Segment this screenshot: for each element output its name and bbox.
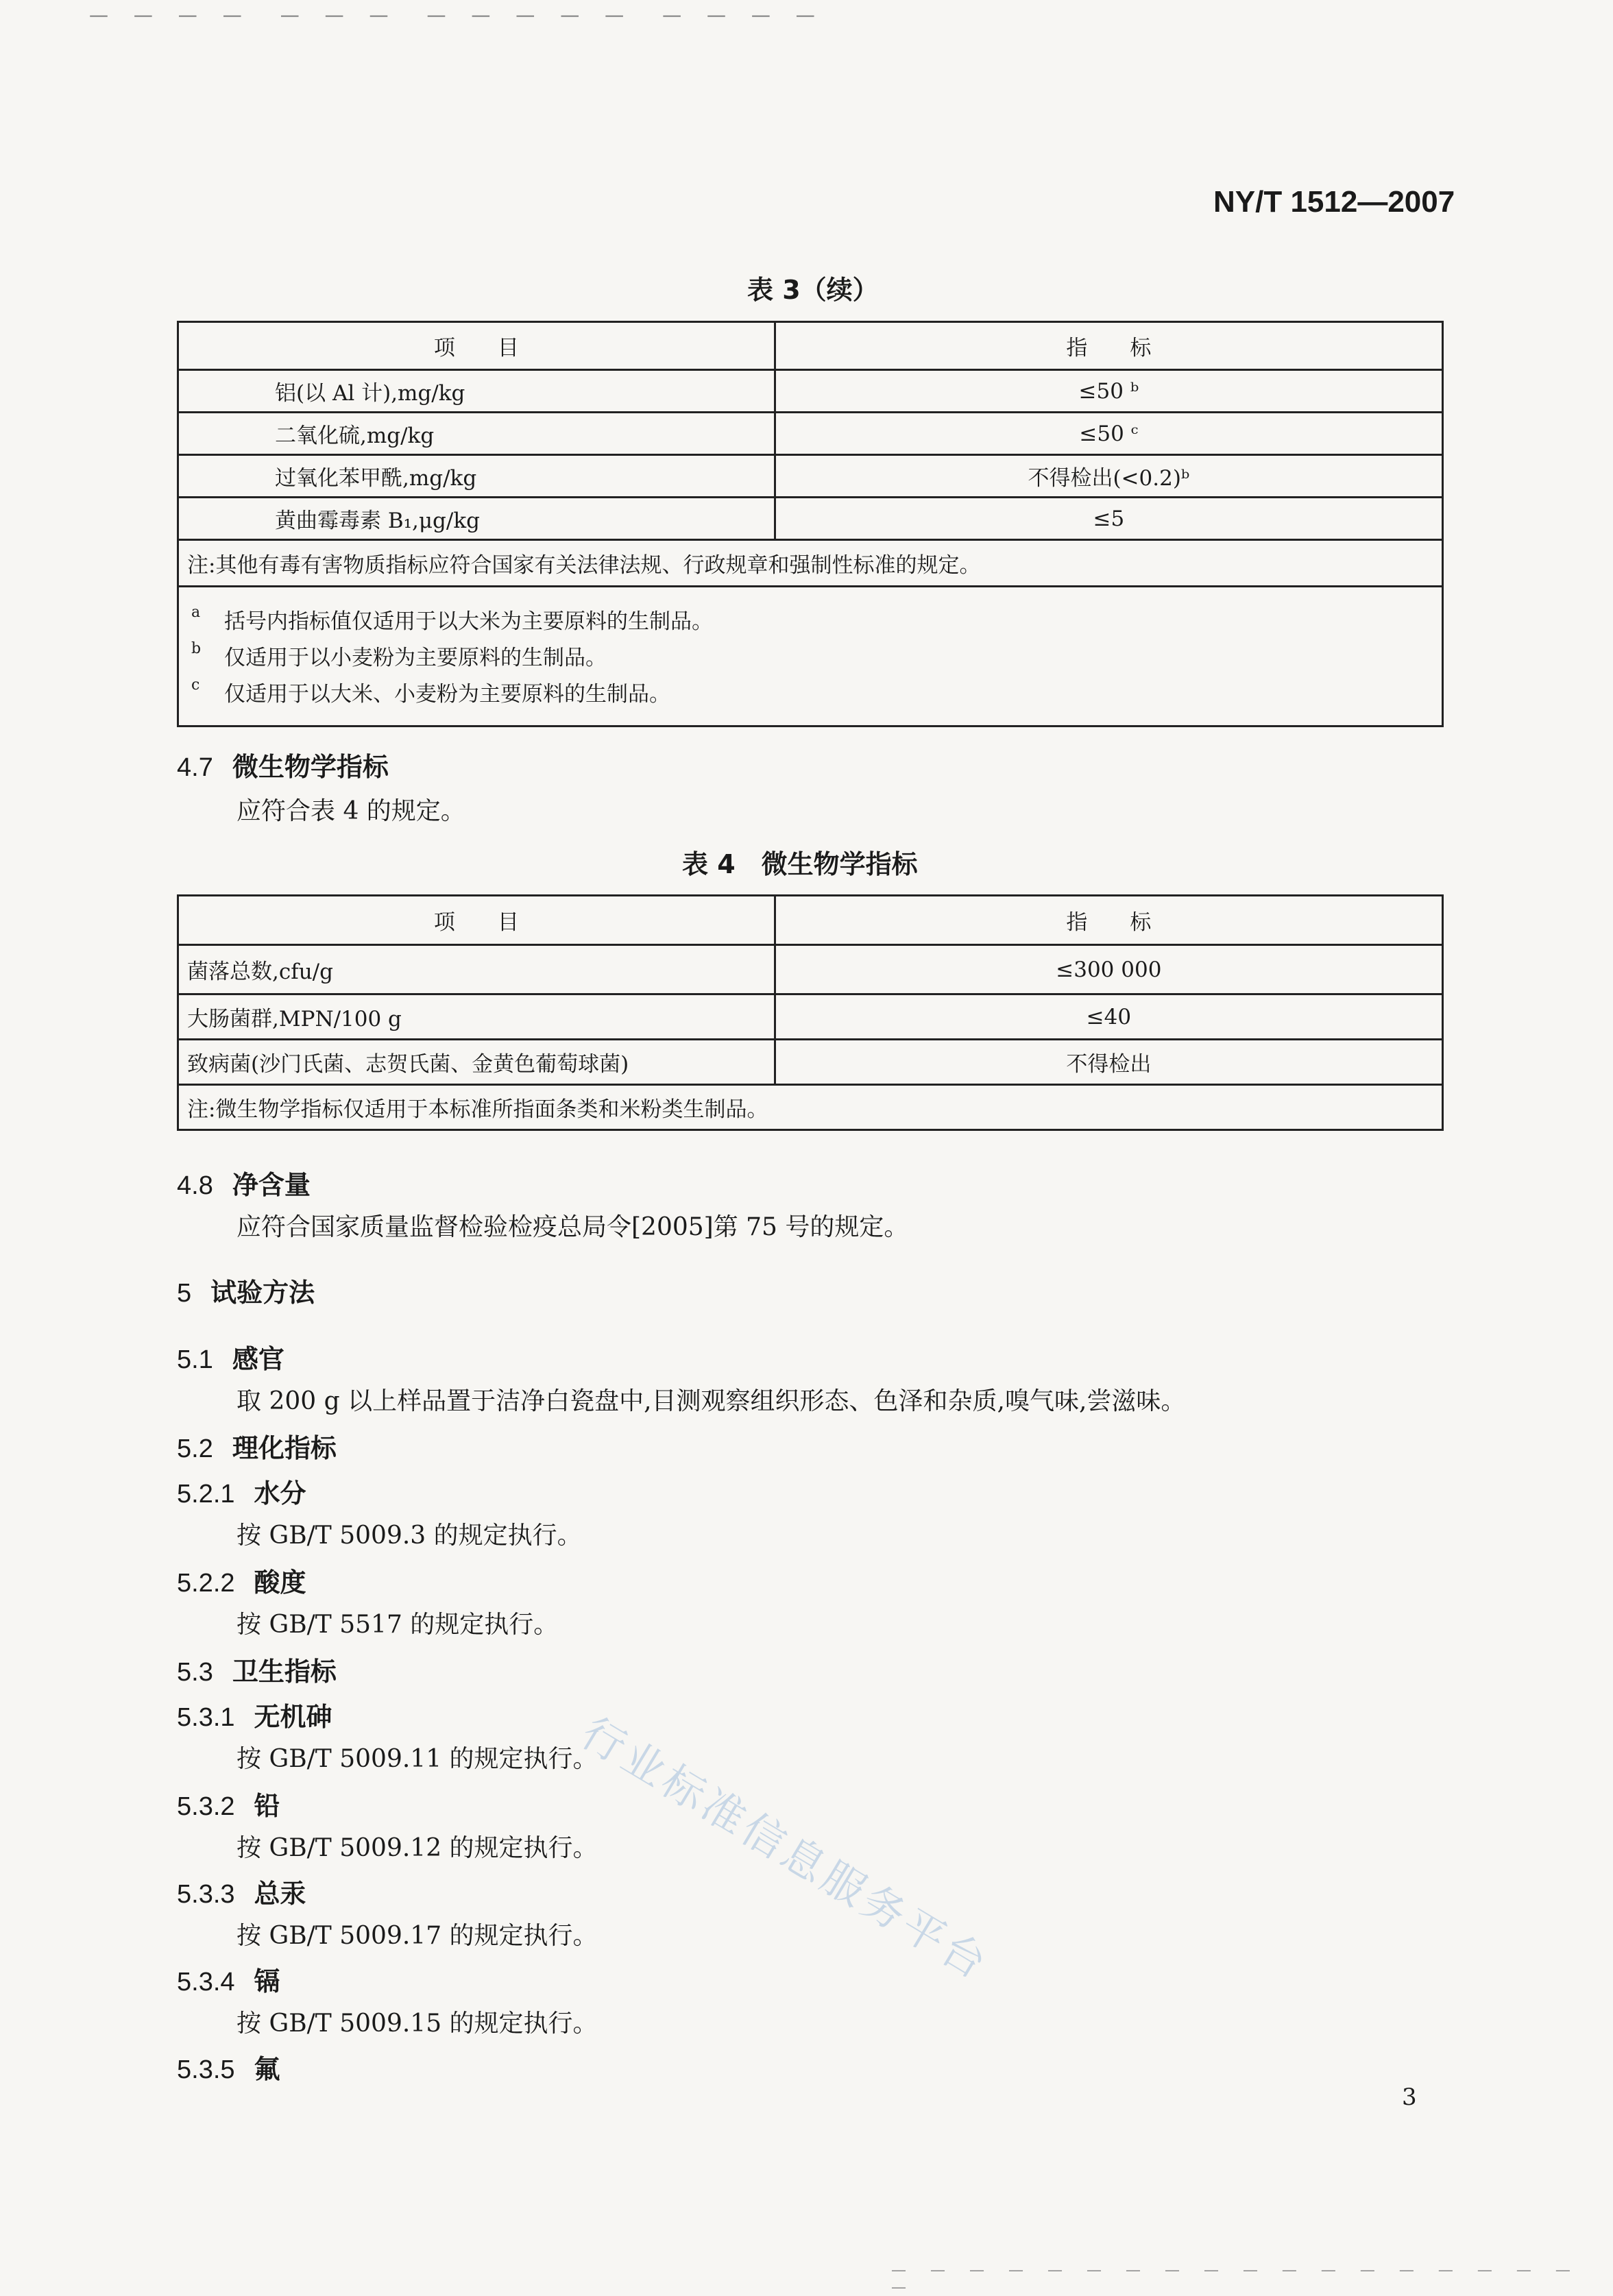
section-number: 5.3.4 <box>177 1968 235 1996</box>
table3-footnotes-row <box>178 587 1443 726</box>
table4 <box>177 894 1444 1131</box>
table4-header-row <box>178 896 1443 945</box>
table-row <box>178 370 1443 413</box>
table3-item: 过氧化苯甲酰,mg/kg <box>178 455 775 498</box>
table3-footnotes <box>178 587 1443 726</box>
section-5-3-4-text: 按 GB/T 5009.15 的规定执行。 <box>237 2010 598 2038</box>
section-5-3-3-text: 按 GB/T 5009.17 的规定执行。 <box>237 1922 598 1950</box>
table3-note: 注:其他有毒有害物质指标应符合国家有关法律法规、行政规章和强制性标准的规定。 <box>178 540 1443 587</box>
table3-col-index: 指 标 <box>775 322 1442 370</box>
table3-item: 黄曲霉毒素 B₁,μg/kg <box>178 498 775 540</box>
standard-code: NY/T 1512—2007 <box>1213 185 1455 219</box>
table-row <box>178 994 1443 1040</box>
scan-edge-marks: — — — — — — — — — — — — — — — — — — — <box>891 2262 1580 2296</box>
table-row <box>178 413 1443 455</box>
table4-value: ≤300 000 <box>775 945 1442 994</box>
footnote-mark: a <box>191 604 201 621</box>
table4-note: 注:微生物学指标仅适用于本标准所指面条类和米粉类生制品。 <box>178 1085 1443 1130</box>
footnote-text: 仅适用于以大米、小麦粉为主要原料的生制品。 <box>224 682 670 707</box>
footnote-mark: b <box>191 640 202 657</box>
section-number: 5.3.3 <box>177 1880 235 1909</box>
section-title: 净含量 <box>232 1170 311 1200</box>
section-5-3-1-text: 按 GB/T 5009.11 的规定执行。 <box>237 1745 598 1773</box>
table4-item: 致病菌(沙门氏菌、志贺氏菌、金黄色葡萄球菌) <box>178 1040 775 1085</box>
section-title: 卫生指标 <box>232 1657 337 1687</box>
table4-caption: 表 4 微生物学指标 <box>682 849 918 879</box>
section-number: 4.8 <box>177 1171 213 1200</box>
table4-col-index: 指 标 <box>775 896 1442 945</box>
section-title: 无机砷 <box>254 1702 332 1732</box>
footnote-text: 括号内指标值仅适用于以大米为主要原料的生制品。 <box>224 609 713 634</box>
table3-item: 二氧化硫,mg/kg <box>178 413 775 455</box>
table-row <box>178 945 1443 994</box>
section-5-2-1-heading <box>177 1472 306 1510</box>
section-4-7-heading <box>177 746 389 783</box>
section-number: 5.2 <box>177 1434 213 1463</box>
table-row <box>178 498 1443 540</box>
table-row <box>178 1040 1443 1085</box>
table3-item: 铝(以 Al 计),mg/kg <box>178 370 775 413</box>
table3-value: ≤50 ᶜ <box>775 413 1442 455</box>
footnote <box>191 676 1433 707</box>
footnote <box>191 640 1433 671</box>
section-number: 5.3.1 <box>177 1703 235 1732</box>
section-title: 铅 <box>254 1791 280 1821</box>
section-5-2-2-heading <box>177 1561 306 1599</box>
section-number: 5.3.5 <box>177 2055 235 2084</box>
section-number: 5.2.2 <box>177 1569 235 1598</box>
section-number: 5.1 <box>177 1345 213 1374</box>
section-5-2-heading <box>177 1427 337 1465</box>
section-5-3-3-heading <box>177 1872 306 1910</box>
section-4-7-text: 应符合表 4 的规定。 <box>237 797 465 825</box>
section-5-3-1-heading <box>177 1696 332 1733</box>
section-number: 5.2.1 <box>177 1480 235 1509</box>
page-number: 3 <box>1402 2084 1417 2111</box>
watermark: 行业标准信息服务平台 <box>572 1707 999 1990</box>
section-number: 5.3.2 <box>177 1792 235 1821</box>
table-row <box>178 455 1443 498</box>
table3-value: ≤5 <box>775 498 1442 540</box>
section-5-3-2-text: 按 GB/T 5009.12 的规定执行。 <box>237 1834 598 1862</box>
section-5-2-1-text: 按 GB/T 5009.3 的规定执行。 <box>237 1522 582 1550</box>
table3-value: 不得检出(<0.2)ᵇ <box>775 455 1442 498</box>
section-title: 微生物学指标 <box>232 752 389 782</box>
section-5-1-heading <box>177 1338 284 1376</box>
table3-caption: 表 3（续） <box>747 275 879 305</box>
section-title: 水分 <box>254 1478 306 1509</box>
table3-header-row <box>178 322 1443 370</box>
section-title: 理化指标 <box>232 1433 337 1463</box>
section-number: 5 <box>177 1279 192 1308</box>
table3-col-item: 项 目 <box>178 322 775 370</box>
footnote-text: 仅适用于以小麦粉为主要原料的生制品。 <box>224 646 607 670</box>
section-title: 试验方法 <box>210 1278 315 1308</box>
section-5-3-5-heading <box>177 2048 280 2086</box>
section-5-2-2-text: 按 GB/T 5517 的规定执行。 <box>237 1611 559 1639</box>
table4-item: 大肠菌群,MPN/100 g <box>178 994 775 1040</box>
footnote-mark: c <box>191 676 200 694</box>
section-title: 酸度 <box>254 1567 306 1598</box>
table4-item: 菌落总数,cfu/g <box>178 945 775 994</box>
section-title: 氟 <box>254 2054 280 2084</box>
section-5-heading <box>177 1271 315 1309</box>
section-4-8-text: 应符合国家质量监督检验检疫总局令[2005]第 75 号的规定。 <box>237 1213 909 1241</box>
table3 <box>177 321 1444 727</box>
section-5-3-2-heading <box>177 1785 280 1822</box>
table3-note-row <box>178 540 1443 587</box>
table3-value: ≤50 ᵇ <box>775 370 1442 413</box>
section-5-3-heading <box>177 1650 337 1688</box>
section-number: 4.7 <box>177 753 213 782</box>
table4-value: ≤40 <box>775 994 1442 1040</box>
table4-col-item: 项 目 <box>178 896 775 945</box>
footnote <box>191 604 1433 635</box>
section-4-8-heading <box>177 1164 311 1201</box>
section-title: 感官 <box>232 1344 284 1374</box>
section-number: 5.3 <box>177 1658 213 1687</box>
table4-note-row <box>178 1085 1443 1130</box>
section-5-3-4-heading <box>177 1960 280 1998</box>
scan-edge-marks: — — — — — — — — — — — — — — — — <box>89 3 825 26</box>
section-title: 总汞 <box>254 1879 306 1909</box>
section-5-1-text: 取 200 g 以上样品置于洁净白瓷盘中,目测观察组织形态、色泽和杂质,嗅气味,尝滋味。 <box>237 1387 1186 1415</box>
section-title: 镉 <box>254 1966 280 1996</box>
table4-value: 不得检出 <box>775 1040 1442 1085</box>
